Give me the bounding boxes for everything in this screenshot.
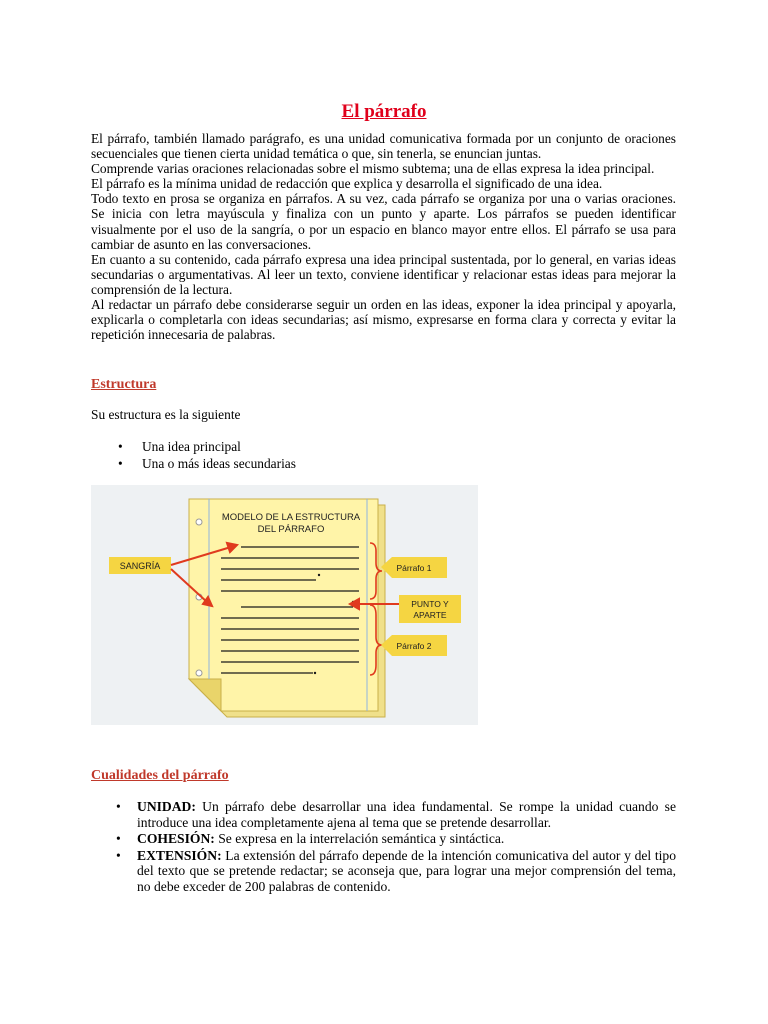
structure-heading: Estructura (91, 377, 157, 392)
quality-text: La extensión del párrafo depende de la intención comunicativa del autor y del tipo del texto que se pretende redactar; se aconseja que, para lograr una mejor comprensión del tema, no debe exceder de 200 palabras de contenido. (137, 847, 676, 894)
diagram-heading-line1: MODELO DE LA ESTRUCTURA (221, 512, 361, 523)
quality-term: EXTENSIÓN: (137, 847, 222, 863)
paragraph: Comprende varias oraciones relacionadas sobre el mismo subtema; una de ellas expresa la idea principal. (91, 161, 655, 177)
page-title: El párrafo (341, 101, 427, 122)
list-item: • Una idea principal (118, 438, 296, 455)
paragraph: El párrafo es la mínima unidad de redacción que explica y desarrolla el significado de una idea. (91, 176, 603, 192)
quality-text: Un párrafo debe desarrollar una idea fundamental. Se rompe la unidad cuando se introduce una idea completamente ajena al tema que se pretende desarrollar. (137, 799, 676, 830)
quality-term: UNIDAD: (137, 799, 196, 814)
qualities-heading: Cualidades del párrafo (91, 768, 229, 783)
list-item (113, 799, 676, 830)
paragraph: El párrafo, también llamado parágrafo, es una unidad comunicativa formada por un conjunto de oraciones secuenciales que tienen cierta unidad temática o que, sin tenerla, se enuncian juntas. (91, 131, 676, 162)
paragraph-structure-diagram (91, 485, 478, 725)
label-punto-line2: APARTE (413, 610, 447, 620)
structure-intro: Su estructura es la siguiente (91, 407, 241, 422)
label-sangria: SANGRÍA (119, 561, 161, 571)
label-punto-line1: PUNTO Y (411, 599, 449, 609)
paragraph: En cuanto a su contenido, cada párrafo expresa una idea principal sustentada, por lo general, en varias ideas secundarias o argumentativas. Al leer un texto, conviene identificar y relacionar estas ideas para mejorar la comprensión de la lectura. (91, 251, 676, 297)
list-item (113, 831, 676, 847)
quality-text: Se expresa en la interrelación semántica y sintáctica. (214, 831, 505, 847)
paragraph: Al redactar un párrafo debe considerarse seguir un orden en las ideas, exponer la idea principal y apoyarla, explicarla o completarla con ideas secundarias; así mismo, expresarse en forma clara y correcta y evitar la repetición innecesaria de palabras. (91, 297, 676, 343)
list-item: • Una o más ideas secundarias (118, 455, 296, 472)
structure-list (118, 438, 296, 472)
list-item (113, 848, 676, 895)
label-parrafo-2: Párrafo 2 (396, 641, 432, 651)
intro-text (91, 131, 676, 342)
paragraph: Todo texto en prosa se organiza en párrafos. A su vez, cada párrafo se organiza por una o varias oraciones. Se inicia con letra mayúscula y finaliza con un punto y aparte. Los párrafos se pueden identificar visualmente por el uso de la sangría, o por un espacio en blanco mayor entre ellos. El párrafo se usa para cambiar de asunto en las conversaciones. (91, 191, 676, 252)
label-parrafo-1: Párrafo 1 (396, 563, 432, 573)
diagram-heading-line2: DEL PÁRRAFO (257, 524, 325, 535)
qualities-list (113, 799, 676, 896)
quality-term: COHESIÓN: (137, 831, 215, 847)
